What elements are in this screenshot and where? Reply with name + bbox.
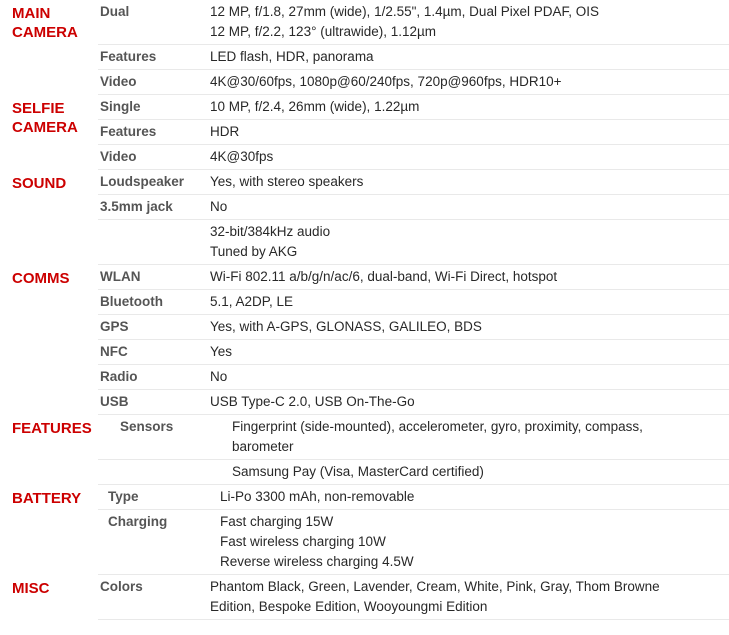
spec-value [210,172,729,192]
spec-value [210,512,729,572]
spec-row [98,95,729,120]
section-title: FEATURES [12,420,92,437]
spec-label: Radio [100,369,138,384]
section-title: MISC [12,580,50,597]
spec-row [98,460,729,485]
spec-value-line: Edition, Bespoke Edition, Wooyoungmi Edition [210,599,488,614]
spec-value-line: Wi-Fi 802.11 a/b/g/n/ac/6, dual-band, Wi-Fi Direct, hotspot [210,269,558,284]
spec-label: Features [100,49,157,64]
section-title: SOUND [12,175,67,192]
spec-value [210,462,729,482]
spec-label: Colors [100,579,143,594]
spec-value-line: Li-Po 3300 mAh, non-removable [220,489,415,504]
spec-value [210,97,729,117]
section-title: COMMS [12,270,70,287]
spec-section [0,170,729,265]
spec-label: USB [100,394,129,409]
spec-label: WLAN [100,269,141,284]
spec-value [210,122,729,142]
spec-row [98,510,729,575]
spec-label: NFC [100,344,128,359]
spec-value [210,147,729,167]
spec-row [98,340,729,365]
spec-row [98,575,729,620]
spec-value [210,392,729,412]
spec-value-line: 4K@30/60fps, 1080p@60/240fps, 720p@960fps, HDR10+ [210,74,562,89]
spec-label: GPS [100,319,129,334]
spec-value-line: No [210,199,228,214]
spec-row [98,145,729,170]
spec-label: Dual [100,4,130,19]
spec-value-line: barometer [232,439,294,454]
spec-row [98,290,729,315]
spec-value-line: 12 MP, f/1.8, 27mm (wide), 1/2.55", 1.4µm, Dual Pixel PDAF, OIS [210,4,599,19]
spec-value-line: LED flash, HDR, panorama [210,49,374,64]
section-title: SELFIE CAMERA [12,100,78,136]
spec-value-line: Fast charging 15W [220,514,334,529]
section-rows [98,265,729,415]
spec-row [98,390,729,415]
spec-row [98,70,729,95]
spec-label: Charging [108,514,168,529]
spec-value-line: Samsung Pay (Visa, MasterCard certified) [232,464,484,479]
spec-row [98,170,729,195]
spec-section [0,265,729,415]
spec-label: Bluetooth [100,294,163,309]
spec-section [0,415,729,485]
spec-value [210,2,729,42]
section-rows [98,575,729,620]
spec-row [98,220,729,265]
spec-value-line: Yes, with A-GPS, GLONASS, GALILEO, BDS [210,319,482,334]
spec-value [210,267,729,287]
spec-row [98,485,729,510]
spec-value-line: Phantom Black, Green, Lavender, Cream, White, Pink, Gray, Thom Browne [210,579,660,594]
spec-value-line: HDR [210,124,240,139]
spec-value [210,367,729,387]
spec-label: Loudspeaker [100,174,185,189]
spec-row [98,120,729,145]
spec-row [98,415,729,460]
spec-label: Sensors [120,419,174,434]
spec-value [210,292,729,312]
spec-value-line: 32-bit/384kHz audio [210,224,331,239]
spec-value [210,317,729,337]
spec-row [98,365,729,390]
spec-section [0,95,729,170]
section-rows [98,95,729,170]
spec-row [98,45,729,70]
spec-value [210,47,729,67]
spec-value [210,197,729,217]
section-rows [98,0,729,95]
spec-value-line: USB Type-C 2.0, USB On-The-Go [210,394,415,409]
spec-section [0,485,729,575]
spec-value-line: Yes [210,344,233,359]
spec-section [0,575,729,620]
spec-value-line: 4K@30fps [210,149,274,164]
spec-value-line: 5.1, A2DP, LE [210,294,294,309]
spec-label: Video [100,74,137,89]
spec-value-line: No [210,369,228,384]
section-title: BATTERY [12,490,82,507]
spec-label: Features [100,124,157,139]
spec-value-line: Reverse wireless charging 4.5W [220,554,414,569]
spec-value [210,487,729,507]
spec-row [98,265,729,290]
spec-value-line: 10 MP, f/2.4, 26mm (wide), 1.22µm [210,99,420,114]
spec-value-line: Fingerprint (side-mounted), accelerometer, gyro, proximity, compass, [232,419,643,434]
spec-value-line: 12 MP, f/2.2, 123° (ultrawide), 1.12µm [210,24,437,39]
spec-value [210,417,729,457]
spec-row [98,0,729,45]
section-title: MAIN CAMERA [12,5,78,41]
spec-value [210,72,729,92]
spec-row [98,195,729,220]
section-rows [98,415,729,485]
spec-label: Type [108,489,139,504]
spec-label: Single [100,99,141,114]
spec-value [210,222,729,262]
spec-row [98,315,729,340]
spec-value [210,342,729,362]
spec-value-line: Fast wireless charging 10W [220,534,386,549]
spec-label: 3.5mm jack [100,199,173,214]
spec-label: Video [100,149,137,164]
spec-value-line: Yes, with stereo speakers [210,174,364,189]
section-rows [98,170,729,265]
section-rows [98,485,729,575]
spec-section [0,0,729,95]
spec-value-line: Tuned by AKG [210,244,298,259]
spec-value [210,577,729,617]
